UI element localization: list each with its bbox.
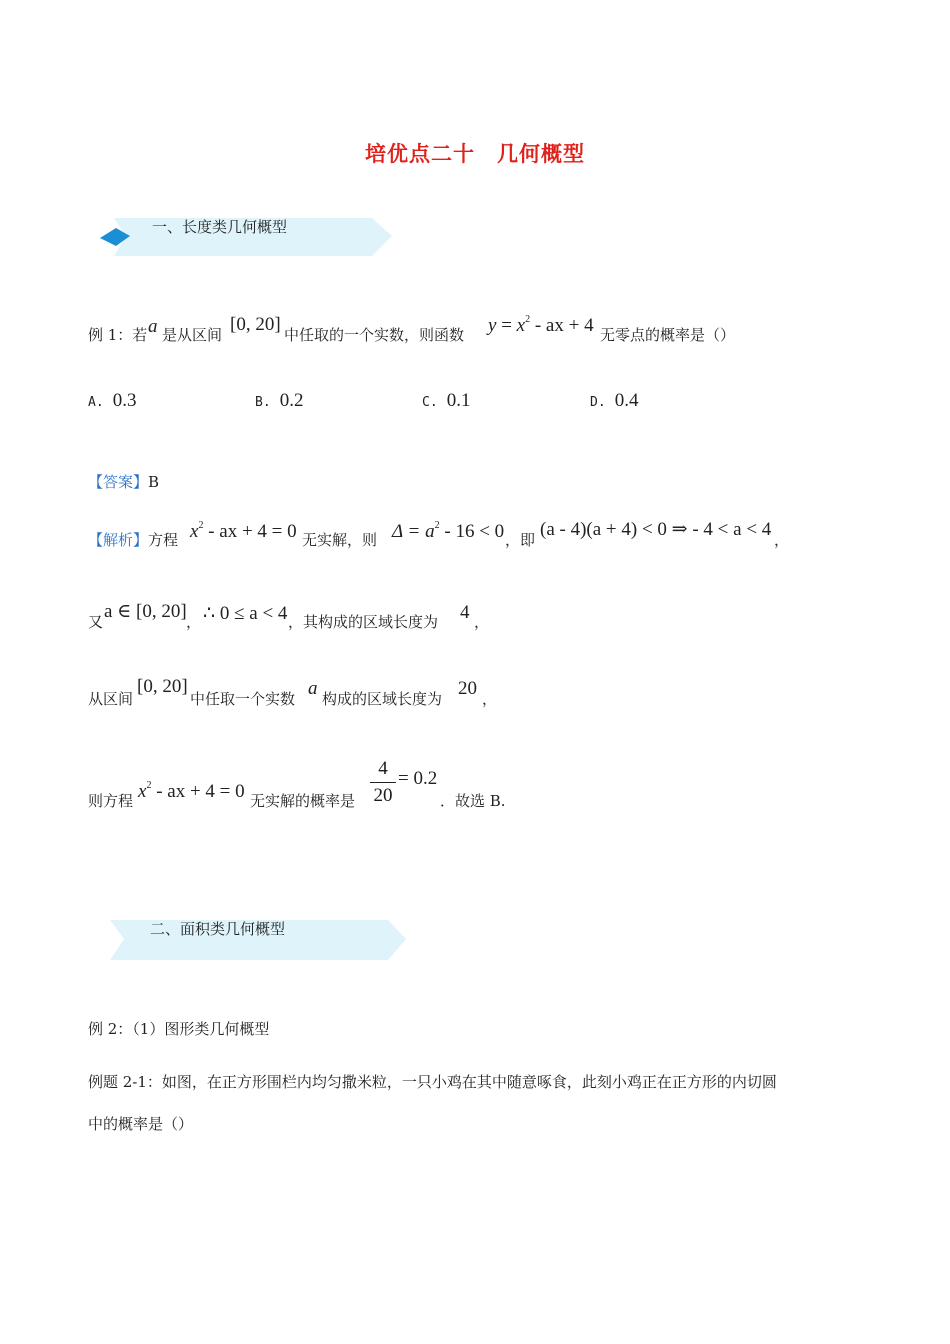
analysis-l3-text2: 中任取一个实数 (190, 690, 296, 708)
analysis-l2-text2: ，其构成的区域长度为 (288, 613, 439, 631)
example1-prefix: 例 1：若 (88, 326, 148, 344)
analysis-line1-end: ， (774, 531, 790, 549)
analysis-l4-equation: $x^2$ - ax + 4 = 0 (138, 780, 245, 802)
analysis-l2-text1: 又 (88, 613, 104, 631)
analysis-l3-end: ， (482, 690, 498, 708)
analysis-l3-len: 20 (458, 678, 477, 699)
analysis-l2-end: ， (474, 613, 490, 631)
example1-text-end: 无零点的概率是（） (600, 326, 736, 344)
option-a: A. 0.3 (88, 390, 137, 411)
section-label: 一、长度类几何概型 (152, 218, 288, 236)
example1-interval: [0, 20] (230, 314, 281, 335)
example1-text-interval: 是从区间 (162, 326, 223, 344)
analysis-l3-text3: 构成的区域长度为 (322, 690, 443, 708)
section-banner-area (100, 918, 400, 958)
example2-line3: 中的概率是（） (88, 1115, 194, 1133)
example1-text-mid: 中任取的一个实数，则函数 (284, 326, 465, 344)
page-title: 培优点二十 几何概型 (365, 142, 585, 166)
fraction-denominator: 20 (373, 785, 393, 806)
analysis-l4-fraction (370, 758, 396, 807)
analysis-inequality: (a - 4)(a + 4) < 0 ⇒ - 4 < a < 4 (540, 519, 772, 540)
fraction-bar (370, 782, 396, 783)
analysis-text-2: 无实解，则 (302, 531, 378, 549)
section-label: 二、面积类几何概型 (150, 920, 286, 938)
example1-function: $y = x^2$ - ax + 4 (488, 314, 594, 336)
analysis-l4-text2: 无实解的概率是 (250, 792, 356, 810)
option-c: C. 0.1 (422, 390, 471, 411)
analysis-l3-a: a (308, 678, 318, 699)
analysis-l2-comma: ， (186, 613, 202, 631)
analysis-text-3: ，即 (505, 531, 536, 549)
analysis-l4-result: = 0.2 (398, 768, 438, 789)
answer-tag: 【答案】 (88, 473, 149, 491)
analysis-tag: 【解析】 (88, 531, 149, 549)
answer-line (88, 471, 159, 492)
analysis-l3-interval: [0, 20] (137, 676, 188, 697)
analysis-l3-text1: 从区间 (88, 690, 134, 708)
analysis-l4-text1: 则方程 (88, 792, 134, 810)
analysis-delta: $\Delta = a^2 - 16 < 0$ (392, 520, 505, 542)
option-d: D. 0.4 (590, 390, 639, 411)
section-banner-length (100, 216, 400, 256)
example1-var-a: a (148, 316, 158, 337)
analysis-l2-set: a ∈ [0, 20] (104, 601, 187, 622)
example2-line1: 例 2：（1）图形类几何概型 (88, 1020, 270, 1038)
option-b: B. 0.2 (255, 390, 304, 411)
analysis-l2-len: 4 (460, 602, 470, 623)
fraction-numerator: 4 (378, 758, 388, 779)
answer-value: B (148, 473, 160, 491)
example2-line2: 例题 2-1：如图，在正方形围栏内均匀撒米粒，一只小鸡在其中随意啄食，此刻小鸡正在正方形的内切圆 (88, 1073, 777, 1091)
analysis-l4-end: ．故选 B. (440, 792, 506, 810)
analysis-l2-therefore: ∴ 0 ≤ a < 4 (203, 603, 288, 624)
analysis-tag-line: 【解析】方程 (88, 531, 179, 549)
analysis-equation-1: $x^2$ - ax + 4 = 0 (190, 520, 297, 542)
